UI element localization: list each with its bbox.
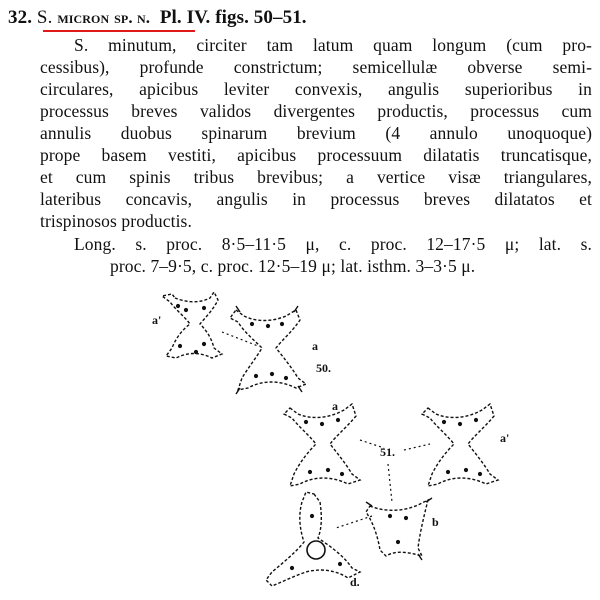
plate-reference: Pl. IV. figs. 50–51. xyxy=(159,7,307,28)
plate-figure xyxy=(0,280,600,600)
description-line: et cum spinis tribus brevibus; a vertice visæ triangulares, xyxy=(40,167,592,187)
figure-51-vertical-view-b xyxy=(366,498,432,560)
connector-51-right xyxy=(404,444,430,450)
connector-51-left xyxy=(360,440,384,448)
description-line: processus breves validos divergentes productis, processus cum xyxy=(40,101,592,121)
description-line: circulares, apicibus leviter convexis, angulis superioribus in xyxy=(40,79,592,99)
label-d-51: d. xyxy=(350,575,360,589)
species-number: 32. xyxy=(8,7,33,28)
label-a-50: a xyxy=(312,339,318,353)
description-line: cessibus), profunde constrictum; semicellulæ obverse semi- xyxy=(40,57,592,77)
description-line: annulis duobus spinarum brevium (4 annulo unoquoque) xyxy=(40,123,592,143)
measurement-line: proc. 7–9·5, c. proc. 12·5–19 μ; lat. isthm. 3–3·5 μ. xyxy=(110,256,476,276)
red-underline-annotation xyxy=(43,30,195,32)
label-a-prime-51: a' xyxy=(500,431,510,445)
label-a-prime-50: a' xyxy=(152,313,162,327)
label-b-51: b xyxy=(432,515,439,529)
description-line: prope basem vestiti, apicibus processuum dilatatis truncatisque, xyxy=(40,145,592,165)
description-line: S. minutum, circiter tam latum quam longum (cum pro- xyxy=(74,35,592,55)
figure-51-front-view-right xyxy=(422,404,498,486)
figure-51-front-view-left xyxy=(284,404,360,486)
figure-50-front-view-small xyxy=(162,292,222,358)
description-line: trispinosos productis. xyxy=(40,211,192,231)
description-line: lateribus concavis, angulis in processus breves dilatatos et xyxy=(40,189,592,209)
connector-51-end-view xyxy=(336,516,372,528)
label-fig-51: 51. xyxy=(380,445,395,459)
label-a-51: a xyxy=(332,399,338,413)
measurement-line: Long. s. proc. 8·5–11·5 μ, c. proc. 12–17·5 μ; lat. s. xyxy=(74,234,592,254)
figure-51-end-view-d xyxy=(266,492,360,586)
figure-50-front-view xyxy=(230,306,306,394)
label-fig-50: 50. xyxy=(316,361,331,375)
connector-51-down xyxy=(388,464,392,502)
genus-abbrev: S. xyxy=(36,7,53,28)
species-epithet: micron xyxy=(57,8,110,27)
species-designation: sp. n. xyxy=(114,8,151,27)
species-heading xyxy=(8,7,307,29)
